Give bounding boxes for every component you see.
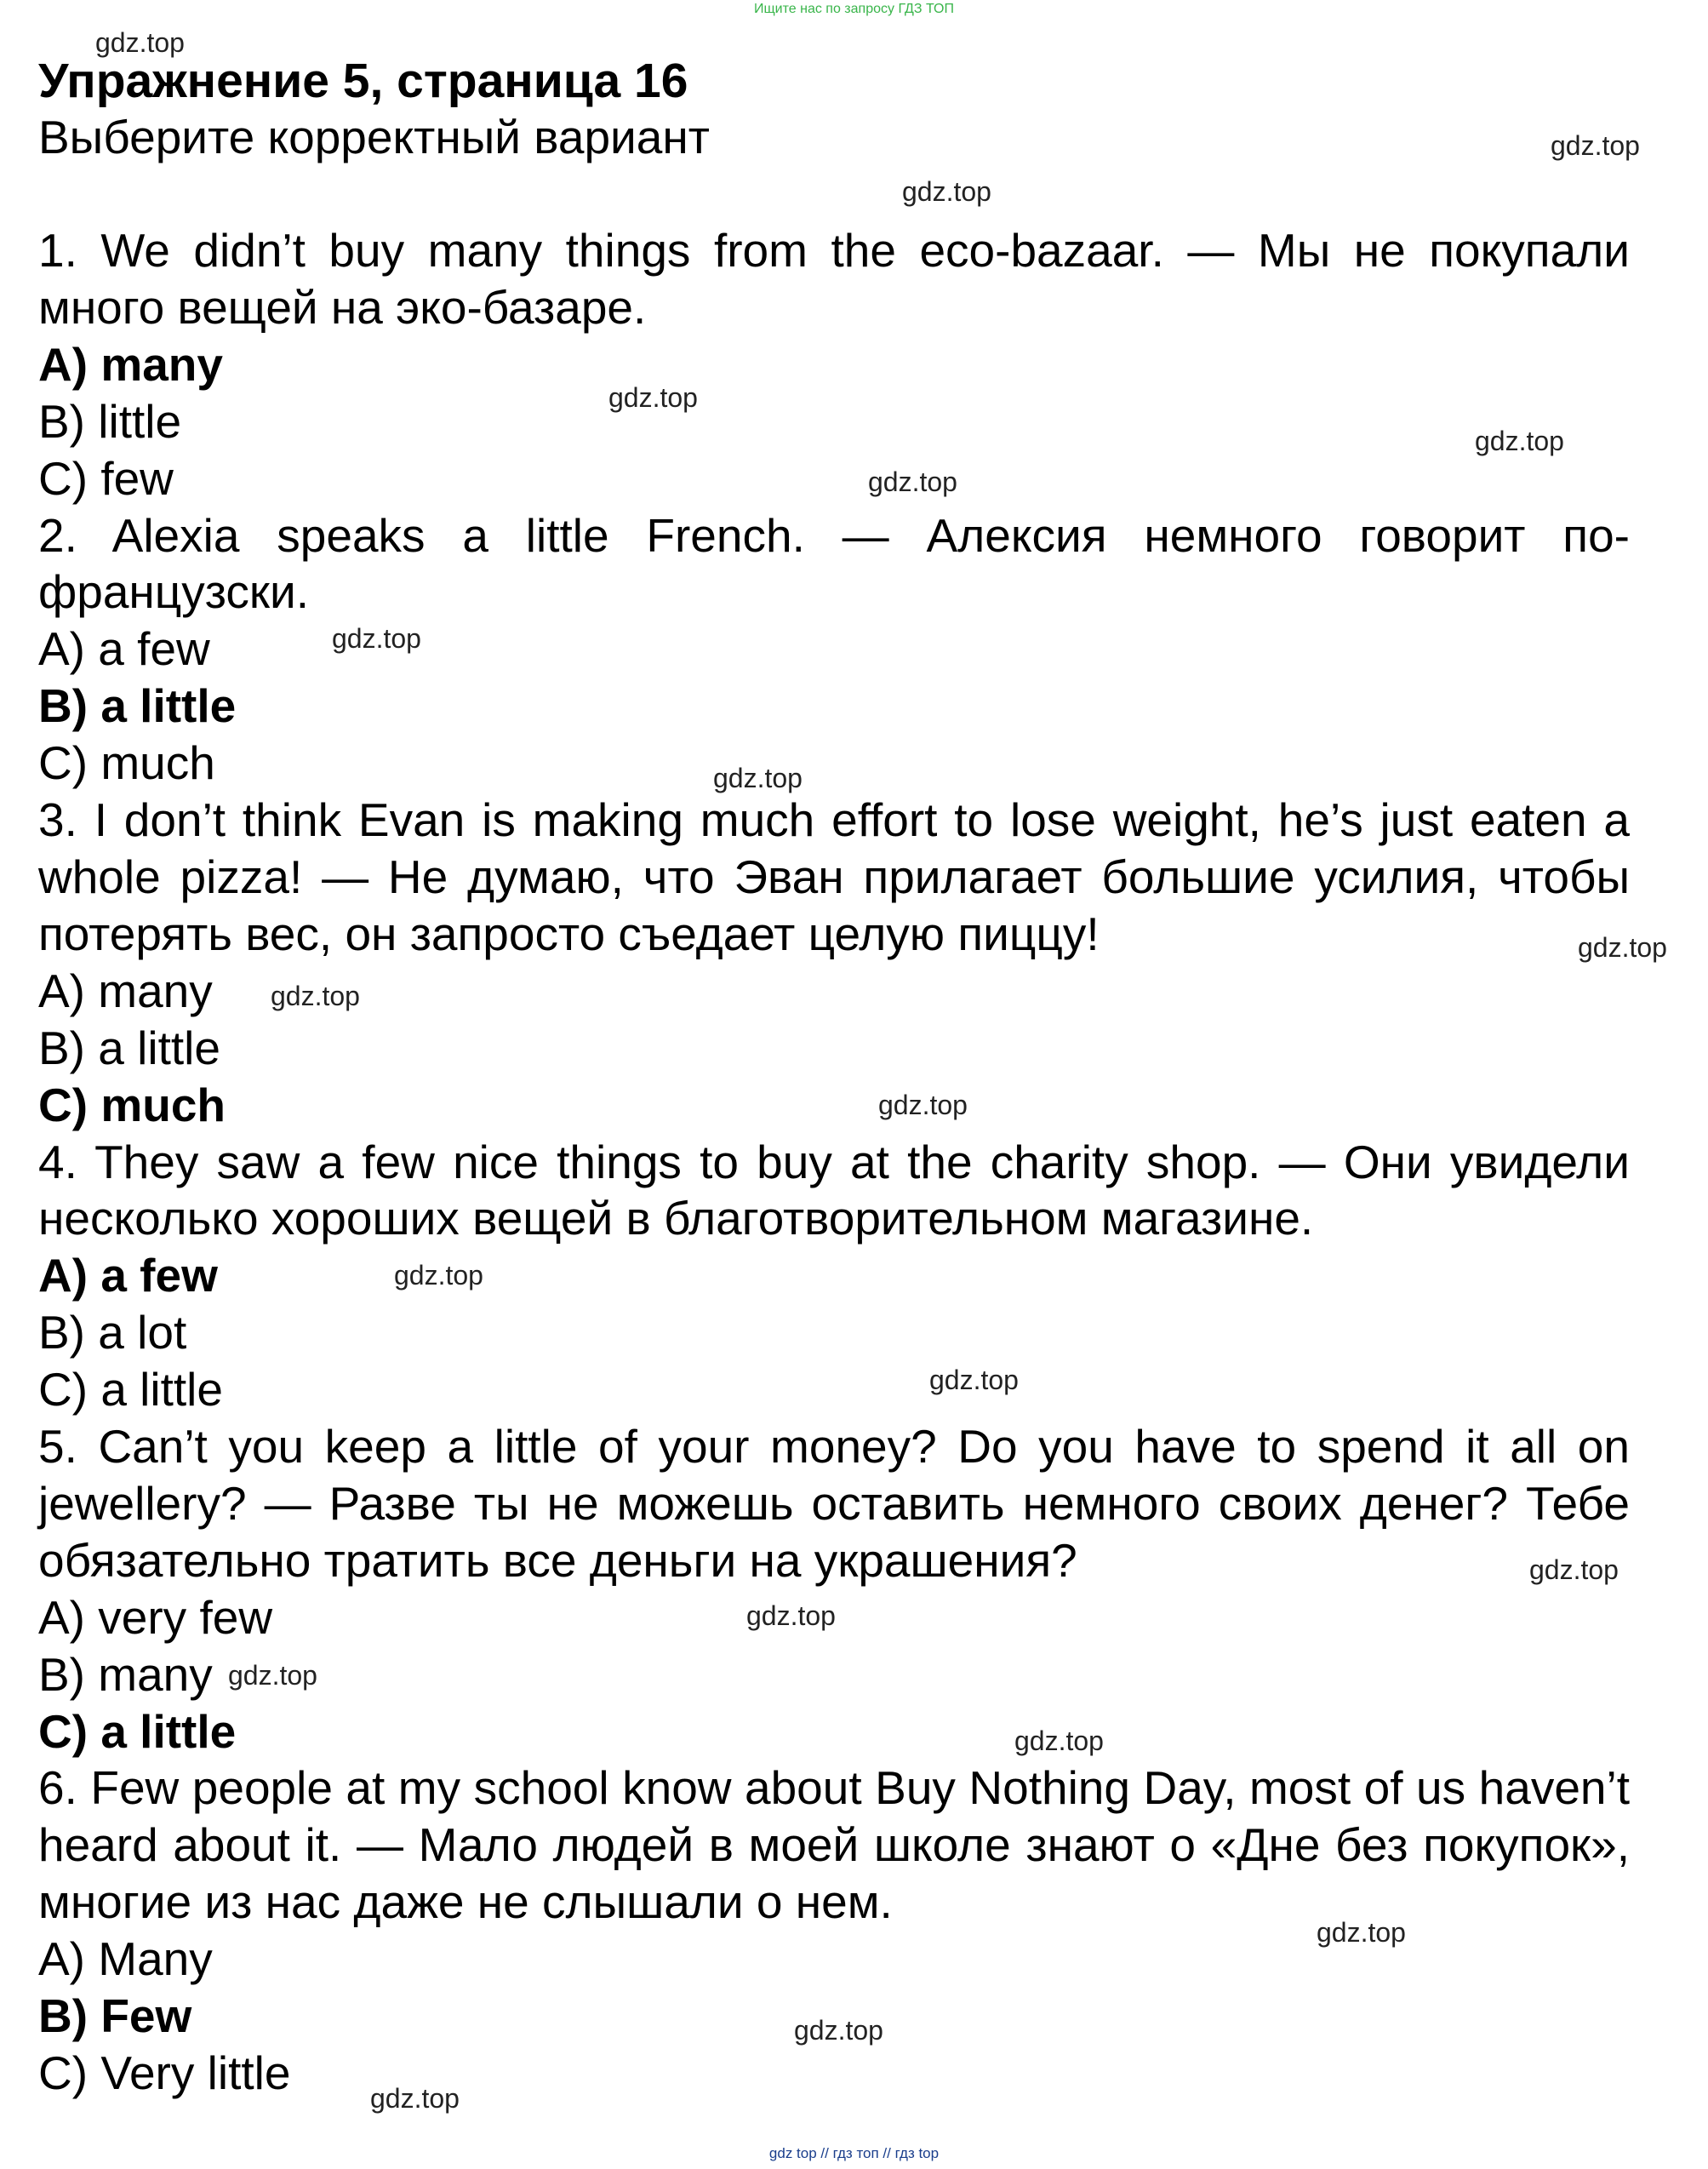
answer-option: A) many [38, 964, 213, 1017]
page-subtitle: Выберите корректный вариант [38, 111, 710, 163]
question-text: 3. I don’t think Evan is making much effort to lose weight, he’s just eaten a whole pizza! — Не думаю, что Эван прилагает большие усилия, чтобы потерять вес, он запросто съедает целую пиццу! [38, 793, 1630, 960]
answer-option: C) Very little [38, 2046, 291, 2099]
answer-option: B) little [38, 394, 182, 448]
answer-option: B) a lot [38, 1306, 187, 1359]
question-text: 4. They saw a few nice things to buy at the charity shop. — Они увидели несколько хороших вещей в благотворительном магазине. [38, 1135, 1630, 1245]
answer-option: C) much [38, 736, 215, 790]
watermark: gdz.top [878, 1090, 968, 1120]
watermark: gdz.top [608, 382, 698, 413]
watermark: gdz.top [332, 623, 421, 654]
answer-option: B) many [38, 1647, 213, 1701]
answer-option: B) a little [38, 1021, 220, 1074]
watermark: gdz.top [1317, 1917, 1406, 1948]
answer-option: A) very few [38, 1590, 273, 1644]
answer-option-correct: B) Few [38, 1989, 192, 2043]
answer-option-correct: A) a few [38, 1249, 218, 1302]
watermark: gdz.top [929, 1365, 1019, 1395]
answer-option: C) a little [38, 1363, 223, 1416]
watermark: gdz.top [394, 1260, 483, 1291]
watermark: gdz.top [1014, 1725, 1104, 1756]
page-title: Упражнение 5, страница 16 [38, 54, 688, 108]
answer-option-correct: A) many [38, 337, 223, 391]
watermark: gdz.top [1578, 932, 1667, 963]
watermark: gdz.top [902, 176, 991, 207]
watermark: gdz.top [1529, 1554, 1619, 1585]
watermark: gdz.top [794, 2015, 883, 2046]
watermark: gdz.top [228, 1660, 317, 1691]
answer-option: A) a few [38, 622, 210, 676]
watermark: gdz.top [868, 466, 957, 497]
answer-option-correct: B) a little [38, 679, 237, 733]
watermark: gdz.top [1551, 130, 1640, 161]
watermark: gdz.top [95, 27, 185, 58]
top-banner: Ищите нас по запросу ГДЗ ТОП [754, 2, 954, 16]
question-text: 6. Few people at my school know about Buy Nothing Day, most of us haven’t heard about it. — Мало людей в моей школе знают о «Дне без покупок», многие из нас даже не слышали о нем. [38, 1761, 1630, 1929]
exercise-content [38, 222, 1630, 2102]
answer-option-correct: C) much [38, 1078, 226, 1131]
answer-option-correct: C) a little [38, 1704, 237, 1758]
watermark: gdz.top [713, 763, 803, 793]
question-text: 1. We didn’t buy many things from the eco-bazaar. — Мы не покупали много вещей на эко-базаре. [38, 224, 1630, 334]
watermark: gdz.top [746, 1600, 836, 1631]
watermark: gdz.top [370, 2083, 460, 2114]
answer-option: C) few [38, 451, 174, 505]
question-text: 2. Alexia speaks a little French. — Алексия немного говорит по-французски. [38, 508, 1630, 619]
question-text: 5. Can’t you keep a little of your money? Do you have to spend it all on jewellery? — Разве ты не можешь оставить немного своих денег? Тебе обязательно тратить все деньги на украшения? [38, 1420, 1630, 1587]
watermark: gdz.top [1475, 426, 1564, 456]
watermark: gdz.top [271, 981, 360, 1011]
answer-option: A) Many [38, 1932, 213, 1986]
bottom-banner: gdz top // гдз топ // гдз top [768, 2145, 940, 2161]
